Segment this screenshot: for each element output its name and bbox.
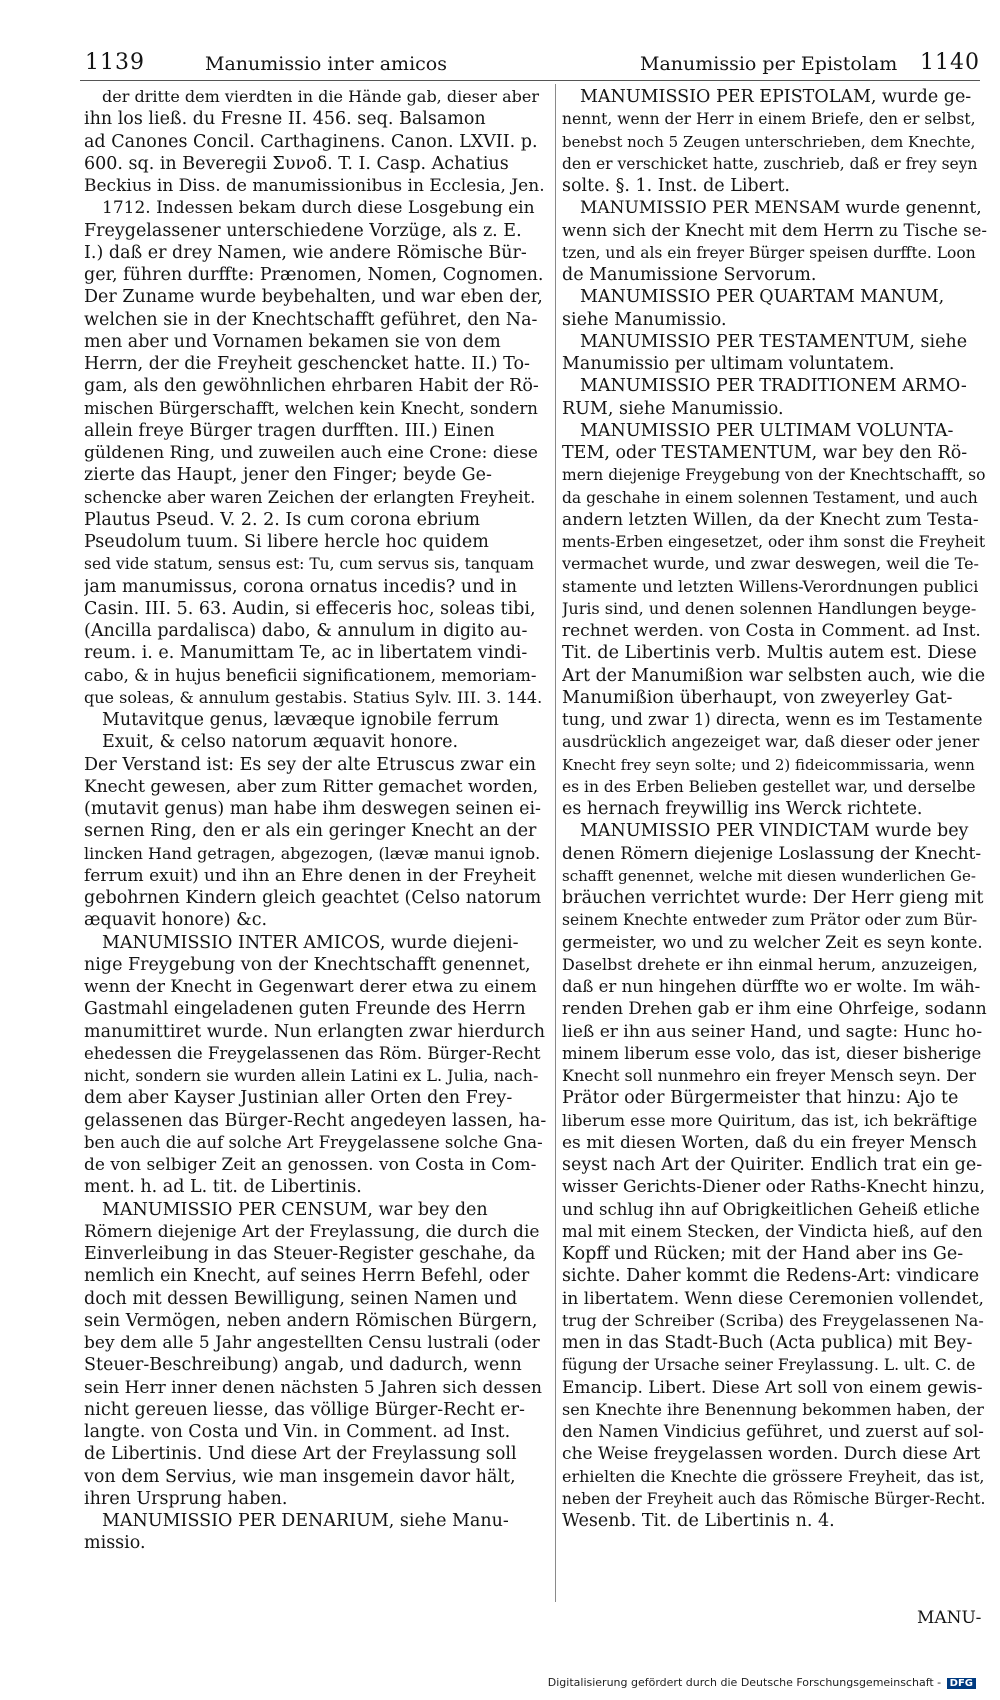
text-line: RUM, siehe Manumissio. xyxy=(562,398,784,419)
text-line: fügung der Ursache seiner Freylassung. L. ult. C. de xyxy=(562,1356,976,1375)
text-line: renden Drehen gab er ihm eine Ohrfeige, sodann xyxy=(562,999,987,1020)
text-line: jam manumissus, corona ornatus incedis? und in xyxy=(84,576,517,597)
text-line: der dritte dem vierdten in die Hände gab, dieser aber xyxy=(102,87,539,106)
text-line: den Namen Vindicius geführet, und zuerst auf sol- xyxy=(562,1422,984,1441)
text-line: manumittiret wurde. Nun erlangten zwar hierdurch xyxy=(84,1021,545,1042)
text-line: trug der Schreiber (Scriba) des Freygelassenen Na- xyxy=(562,1310,984,1330)
text-line: nige Freygebung von der Knechtschafft genennet, xyxy=(84,954,531,975)
text-line: MANUMISSIO PER EPISTOLAM, wurde ge- xyxy=(580,87,972,107)
text-line: nicht gereuen liesse, das völlige Bürger-Recht er- xyxy=(84,1399,525,1420)
text-line: ments-Erben eingesetzet, oder ihm sonst die Freyheit xyxy=(562,533,986,551)
text-line: den er verschicket hatte, zuschrieb, daß er frey seyn xyxy=(562,154,978,173)
dfg-logo: DFG xyxy=(947,1678,976,1689)
text-line: da geschahe in einem solennen Testament, und auch xyxy=(562,488,978,507)
text-line: benebst noch 5 Zeugen unterschrieben, dem Knechte, xyxy=(562,132,976,151)
text-line: Juris sind, und denen solennen Handlungen beyge- xyxy=(562,598,977,618)
text-line: I.) daß er drey Namen, wie andere Römische Bür- xyxy=(84,242,527,263)
left-column xyxy=(84,86,546,1555)
text-line: MANUMISSIO PER CENSUM, war bey den xyxy=(102,1199,488,1220)
text-line: MANUMISSIO INTER AMICOS, wurde diejeni- xyxy=(102,932,519,953)
header-rule xyxy=(80,80,980,81)
text-line: es mit diesen Worten, daß du ein freyer Mensch xyxy=(562,1132,977,1153)
text-line: missio. xyxy=(84,1533,146,1554)
text-line: mern diejenige Freygebung von der Knechtschafft, so xyxy=(562,466,986,485)
text-line: que soleas, & annulum gestabis. Statius Sylv. III. 3. 144. xyxy=(84,687,543,707)
text-line: gam, als den gewöhnlichen ehrbaren Habit der Rö- xyxy=(84,376,539,397)
right-column xyxy=(562,86,988,1532)
text-line: cabo, & in hujus beneficii significationem, memoriam- xyxy=(84,665,537,685)
text-line: in libertatem. Wenn diese Ceremonien vollendet, xyxy=(562,1288,984,1309)
text-line: dem aber Kayser Justinian aller Orten den Frey- xyxy=(84,1088,513,1109)
text-line: ausdrücklich angezeiget war, daß dieser oder jener xyxy=(562,732,980,752)
text-line: tzen, und als ein freyer Bürger speisen durffte. Loon xyxy=(562,243,976,262)
text-line: æquavit honore) &c. xyxy=(84,910,268,931)
text-line: ment. h. ad L. tit. de Libertinis. xyxy=(84,1177,362,1198)
text-line: (Ancilla pardalisca) dabo, & annulum in digito au- xyxy=(84,621,528,641)
text-line: sein Vermögen, neben andern Römischen Bürgern, xyxy=(84,1310,538,1331)
text-line: bräuchen verrichtet wurde: Der Herr gieng mit xyxy=(562,888,984,908)
text-line: (mutavit genus) man habe ihm deswegen seinen ei- xyxy=(84,799,541,819)
text-line: sein Herr inner denen nächsten 5 Jahren sich dessen xyxy=(84,1377,542,1398)
text-line: Römern diejenige Art der Freylassung, die durch die xyxy=(84,1221,540,1242)
right-page-number: 1140 xyxy=(920,50,980,75)
text-line: MANUMISSIO PER DENARIUM, siehe Manu- xyxy=(102,1511,509,1531)
text-line: seyst nach Art der Quiriter. Endlich trat ein ge- xyxy=(562,1155,983,1175)
footer-credit xyxy=(548,1676,976,1689)
text-line: Pseudolum tuum. Si libere hercle hoc quidem xyxy=(84,532,489,552)
text-line: Prätor oder Bürgermeister that hinzu: Ajo te xyxy=(562,1088,959,1109)
left-running-head: Manumissio inter amicos xyxy=(205,53,447,75)
text-line: welchen sie in der Knechtschafft geführet, den Na- xyxy=(84,309,538,330)
text-line: 600. sq. in Beveregii Συνοδ. T. I. Casp. Achatius xyxy=(84,153,509,174)
text-line: Herrn, der die Freyheit geschencket hatte. II.) To- xyxy=(84,354,530,374)
text-line: ben auch die auf solche Art Freygelassene solche Gna- xyxy=(84,1132,543,1152)
text-line: Kopff und Rücken; mit der Hand aber ins Ge- xyxy=(562,1244,964,1264)
text-line: Manumissio per ultimam voluntatem. xyxy=(562,354,895,374)
text-line: sichte. Daher kommt die Redens-Art: vindicare xyxy=(562,1266,980,1287)
text-line: germeister, wo und zu welcher Zeit es seyn konte. xyxy=(562,932,983,952)
text-line: erhielten die Knechte die grössere Freyheit, das ist, xyxy=(562,1466,985,1486)
text-line: solte. §. 1. Inst. de Libert. xyxy=(562,176,790,196)
text-line: Beckius in Diss. de manumissionibus in Ecclesia, Jen. xyxy=(84,176,545,196)
text-line: MANUMISSIO PER VINDICTAM wurde bey xyxy=(580,821,969,842)
text-line: de Manumissione Servorum. xyxy=(562,265,817,285)
text-line: Der Verstand ist: Es sey der alte Etruscus zwar ein xyxy=(84,754,537,775)
text-line: ger, führen durffte: Prænomen, Nomen, Cognomen. xyxy=(84,265,544,285)
text-line: nemlich ein Knecht, auf seines Herrn Befehl, oder xyxy=(84,1266,530,1287)
text-line: Der Zuname wurde beybehalten, und war eben der, xyxy=(84,287,543,308)
text-line: ad Canones Concil. Carthaginens. Canon. LXVII. p. xyxy=(84,131,538,152)
text-line: Wesenb. Tit. de Libertinis n. 4. xyxy=(562,1511,835,1531)
left-page-number: 1139 xyxy=(85,50,145,75)
text-line: Knecht soll nunmehro ein freyer Mensch seyn. Der xyxy=(562,1066,977,1085)
text-line: wisser Gerichts-Diener oder Raths-Knecht hinzu, xyxy=(562,1177,986,1198)
text-line: mal mit einem Stecken, der Vindicta hieß, auf den xyxy=(562,1221,983,1241)
text-line: mischen Bürgerschafft, welchen kein Knecht, sondern xyxy=(84,398,538,418)
text-line: Knecht gewesen, aber zum Ritter gemachet worden, xyxy=(84,776,539,797)
text-line: rechnet werden. von Costa in Comment. ad Inst. xyxy=(562,621,981,641)
text-line: von dem Servius, wie man insgemein davor hält, xyxy=(84,1466,516,1487)
text-line: stamente und letzten Willens-Verordnungen publici xyxy=(562,576,979,596)
text-line: gelassenen das Bürger-Recht angedeyen lassen, ha- xyxy=(84,1110,546,1131)
text-line: Plautus Pseud. V. 2. 2. Is cum corona ebrium xyxy=(84,509,480,530)
text-line: und schlug ihn auf Obrigkeitlichen Geheiß etliche xyxy=(562,1199,980,1219)
text-line: Exuit, & celso natorum æquavit honore. xyxy=(102,732,459,753)
text-line: nicht, sondern sie wurden allein Latini ex L. Julia, nach- xyxy=(84,1066,539,1085)
text-line: Emancip. Libert. Diese Art soll von einem gewis- xyxy=(562,1377,983,1398)
text-line: tung, und zwar 1) directa, wenn es im Testamente xyxy=(562,710,983,729)
text-line: 1712. Indessen bekam durch diese Losgebung ein xyxy=(102,198,535,219)
text-line: gebohrnen Kindern gleich geachtet (Celso natorum xyxy=(84,888,542,908)
text-line: Einverleibung in das Steuer-Register geschahe, da xyxy=(84,1244,536,1264)
text-line: sen Knechte ihre Benennung bekommen haben, der xyxy=(562,1399,984,1419)
text-line: wenn der Knecht in Gegenwart derer etwa zu einem xyxy=(84,977,537,997)
text-line: zierte das Haupt, jener den Finger; beyde Ge- xyxy=(84,465,492,486)
text-line: sed vide statum, sensus est: Tu, cum servus sis, tanquam xyxy=(84,555,534,574)
text-line: minem liberum esse volo, das ist, dieser bisherige xyxy=(562,1043,982,1063)
text-line: daß er nun hingehen dürffte wo er wolte. Im wäh- xyxy=(562,977,981,996)
text-line: TEM, oder TESTAMENTUM, war bey den Rö- xyxy=(562,443,968,463)
text-line: siehe Manumissio. xyxy=(562,309,727,330)
text-line: MANUMISSIO PER TRADITIONEM ARMO- xyxy=(580,376,967,397)
text-line: vermachet wurde, und zwar deswegen, weil die Te- xyxy=(562,554,979,574)
text-line: Tit. de Libertinis verb. Multis autem est. Diese xyxy=(562,643,977,664)
text-line: Steuer-Beschreibung) angab, und dadurch, wenn xyxy=(84,1355,522,1376)
text-line: allein freye Bürger tragen durfften. III.) Einen xyxy=(84,420,495,441)
text-line: men aber und Vornamen bekamen sie von dem xyxy=(84,331,501,352)
text-line: Knecht frey seyn solte; und 2) fideicommissaria, wenn xyxy=(562,755,975,774)
text-line: bey dem alle 5 Jahr angestellten Censu lustrali (oder xyxy=(84,1333,540,1353)
text-line: schafft genennet, welche mit diesen wunderlichen Ge- xyxy=(562,866,976,885)
text-line: ehedessen die Freygelassenen das Röm. Bürger-Recht xyxy=(84,1043,541,1063)
text-line: MANUMISSIO PER ULTIMAM VOLUNTA- xyxy=(580,420,954,441)
text-line: MANUMISSIO PER QUARTAM MANUM, xyxy=(580,287,945,308)
text-line: Gastmahl eingeladenen guten Freunde des Herrn xyxy=(84,999,526,1020)
text-line: langte. von Costa und Vin. in Comment. ad Inst. xyxy=(84,1422,511,1442)
text-line: Mutavitque genus, lævæque ignobile ferrum xyxy=(102,710,499,730)
text-line: es hernach freywillig ins Werck richtete. xyxy=(562,799,923,819)
text-line: Daselbst drehete er ihn einmal herum, anzuzeigen, xyxy=(562,954,978,974)
text-line: doch mit dessen Bewilligung, seinen Namen und xyxy=(84,1288,518,1309)
text-line: men in das Stadt-Buch (Acta publica) mit Bey- xyxy=(562,1333,973,1353)
text-line: Freygelassener unterschiedene Vorzüge, als z. E. xyxy=(84,220,522,241)
right-running-head: Manumissio per Epistolam xyxy=(640,53,898,75)
text-line: ferrum exuit) und ihn an Ehre denen in der Freyheit xyxy=(84,865,536,886)
text-line: de Libertinis. Und diese Art der Freylassung soll xyxy=(84,1444,517,1465)
text-line: denen Römern diejenige Loslassung der Knecht- xyxy=(562,843,982,864)
text-line: sernen Ring, den er als ein geringer Knecht an der xyxy=(84,821,537,842)
footer-text: Digitalisierung gefördert durch die Deutsche Forschungsgemeinschaft - xyxy=(547,1676,942,1689)
text-line: reum. i. e. Manumittam Te, ac in libertatem vindi- xyxy=(84,643,528,664)
text-line: MANUMISSIO PER MENSAM wurde genennt, xyxy=(580,198,982,219)
text-line: liberum esse more Quiritum, das ist, ich bekräftige xyxy=(562,1110,978,1130)
text-line: ließ er ihn aus seiner Hand, und sagte: Hunc ho- xyxy=(562,1021,983,1042)
text-line: Casin. III. 5. 63. Audin, si effeceris hoc, soleas tibi, xyxy=(84,598,536,619)
text-line: güldenen Ring, und zuweilen auch eine Crone: diese xyxy=(84,443,538,463)
text-line: seinem Knechte entweder zum Prätor oder zum Bür- xyxy=(562,911,978,930)
text-line: Art der Manumißion war selbsten auch, wie die xyxy=(562,665,986,686)
text-line: nennt, wenn der Herr in einem Briefe, den er selbst, xyxy=(562,110,976,129)
text-line: neben der Freyheit auch das Römische Bürger-Recht. xyxy=(562,1489,986,1508)
text-line: MANUMISSIO PER TESTAMENTUM, siehe xyxy=(580,331,968,352)
text-line: andern letzten Willen, da der Knecht zum Testa- xyxy=(562,509,979,530)
text-line: wenn sich der Knecht mit dem Herrn zu Tische se- xyxy=(562,220,987,240)
text-line: ihn los ließ. du Fresne II. 456. seq. Balsamon xyxy=(84,109,486,130)
text-line: Manumißion überhaupt, von zweyerley Gat- xyxy=(562,687,953,708)
column-divider xyxy=(555,84,556,1602)
text-line: ihren Ursprung haben. xyxy=(84,1488,288,1509)
text-line: schencke aber waren Zeichen der erlangten Freyheit. xyxy=(84,487,536,507)
text-line: es in des Erben Belieben gestellet war, und derselbe xyxy=(562,777,976,796)
text-line: de von selbiger Zeit an genossen. von Costa in Com- xyxy=(84,1155,537,1175)
text-line: lincken Hand getragen, abgezogen, (lævæ manui ignob. xyxy=(84,843,541,863)
catchword: MANU- xyxy=(917,1608,982,1628)
text-line: che Weise freygelassen worden. Durch diese Art xyxy=(562,1444,981,1465)
